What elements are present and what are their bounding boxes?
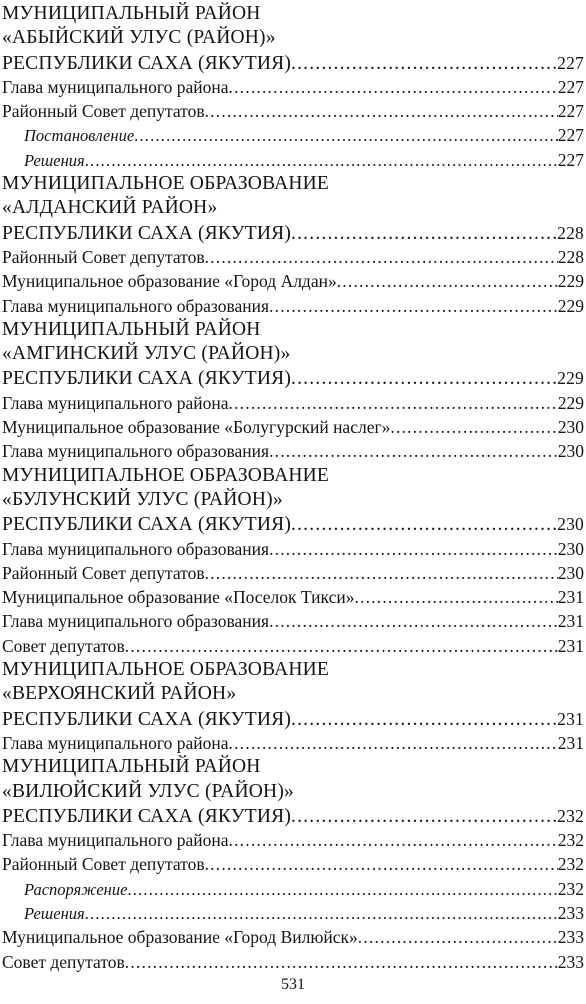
entry-page-number: 232 bbox=[557, 878, 584, 899]
toc-subentry bbox=[2, 123, 584, 147]
toc-entry bbox=[2, 245, 584, 269]
entry-page-number: 231 bbox=[557, 635, 584, 656]
entry-title: РЕСПУБЛИКИ САХА (ЯКУТИЯ) bbox=[2, 368, 292, 390]
dot-leader bbox=[269, 537, 558, 561]
dot-leader bbox=[134, 124, 558, 147]
dot-leader bbox=[229, 828, 558, 852]
toc-subentry bbox=[2, 877, 584, 901]
entry-title: Муниципальное образование «Город Алдан» bbox=[2, 271, 337, 292]
entry-title: Муниципальное образование «Город Вилюйск» bbox=[2, 927, 358, 948]
entry-title: Глава муниципального образования bbox=[2, 611, 270, 632]
entry-title: Муниципальное образование «Болугурский наслег» bbox=[2, 417, 391, 438]
toc-entry bbox=[2, 585, 584, 609]
entry-title: Районный Совет депутатов bbox=[2, 854, 205, 875]
entry-page-number: 231 bbox=[557, 708, 584, 729]
entry-title: Глава муниципального образования bbox=[2, 295, 270, 316]
dot-leader bbox=[337, 269, 558, 293]
entry-title: Районный Совет депутатов bbox=[2, 246, 205, 267]
toc-entry bbox=[2, 75, 584, 99]
page-number: 531 bbox=[281, 976, 305, 993]
entry-page-number: 230 bbox=[557, 417, 584, 438]
dot-leader bbox=[269, 294, 558, 318]
dot-leader bbox=[291, 805, 557, 828]
section-heading: «ВЕРХОЯНСКИЙ РАЙОН» bbox=[2, 683, 237, 705]
entry-title: Глава муниципального района bbox=[2, 732, 229, 753]
section-heading: «АБЫЙСКИЙ УЛУС (РАЙОН)» bbox=[2, 27, 276, 49]
dot-leader bbox=[291, 513, 557, 536]
dot-leader bbox=[291, 222, 557, 245]
entry-page-number: 231 bbox=[557, 732, 584, 753]
section-heading: «БУЛУНСКИЙ УЛУС (РАЙОН)» bbox=[2, 488, 283, 510]
entry-page-number: 232 bbox=[557, 830, 584, 851]
entry-page-number: 227 bbox=[557, 149, 584, 170]
toc-entry bbox=[2, 950, 584, 974]
entry-page-number: 230 bbox=[557, 562, 584, 583]
section-heading-entry bbox=[2, 221, 584, 245]
dot-leader bbox=[205, 245, 558, 269]
entry-title: Глава муниципального района bbox=[2, 392, 229, 413]
entry-title: РЕСПУБЛИКИ САХА (ЯКУТИЯ) bbox=[2, 708, 292, 730]
entry-page-number: 230 bbox=[557, 441, 584, 462]
entry-page-number: 233 bbox=[557, 927, 584, 948]
toc-page bbox=[2, 2, 584, 974]
entry-page-number: 232 bbox=[557, 805, 584, 826]
entry-title: Муниципальное образование «Поселок Тикси» bbox=[2, 587, 355, 608]
section-heading-entry bbox=[2, 707, 584, 731]
entry-page-number: 227 bbox=[557, 125, 584, 146]
entry-title: Глава муниципального образования bbox=[2, 538, 270, 559]
dot-leader bbox=[291, 52, 557, 75]
entry-title: Районный Совет депутатов bbox=[2, 101, 205, 122]
dot-leader bbox=[127, 878, 557, 901]
entry-title: Совет депутатов bbox=[2, 951, 125, 972]
entry-page-number: 229 bbox=[557, 368, 584, 389]
table-of-contents bbox=[2, 2, 584, 974]
entry-title: РЕСПУБЛИКИ САХА (ЯКУТИЯ) bbox=[2, 52, 292, 74]
dot-leader bbox=[85, 902, 558, 925]
toc-entry bbox=[2, 731, 584, 755]
entry-title: Глава муниципального образования bbox=[2, 441, 270, 462]
entry-title: Районный Совет депутатов bbox=[2, 562, 205, 583]
dot-leader bbox=[229, 391, 558, 415]
section-heading-entry bbox=[2, 512, 584, 536]
toc-entry bbox=[2, 439, 584, 463]
section-heading: МУНИЦИПАЛЬНОЕ ОБРАЗОВАНИЕ bbox=[2, 173, 330, 195]
entry-title: Глава муниципального района bbox=[2, 76, 229, 97]
entry-title: Решения bbox=[24, 903, 85, 923]
section-heading-entry bbox=[2, 366, 584, 390]
toc-entry bbox=[2, 852, 584, 876]
entry-page-number: 230 bbox=[557, 538, 584, 559]
dot-leader bbox=[269, 439, 558, 463]
toc-entry bbox=[2, 391, 584, 415]
dot-leader bbox=[205, 99, 558, 123]
toc-subentry bbox=[2, 148, 584, 172]
toc-entry bbox=[2, 294, 584, 318]
section-heading: МУНИЦИПАЛЬНОЕ ОБРАЗОВАНИЕ bbox=[2, 659, 330, 681]
entry-page-number: 229 bbox=[557, 295, 584, 316]
toc-entry bbox=[2, 925, 584, 949]
entry-title: РЕСПУБЛИКИ САХА (ЯКУТИЯ) bbox=[2, 222, 292, 244]
dot-leader bbox=[291, 708, 557, 731]
entry-page-number: 228 bbox=[557, 246, 584, 267]
section-heading: «АЛДАНСКИЙ РАЙОН» bbox=[2, 197, 218, 219]
entry-page-number: 227 bbox=[557, 76, 584, 97]
toc-entry bbox=[2, 609, 584, 633]
toc-entry bbox=[2, 269, 584, 293]
section-heading: МУНИЦИПАЛЬНЫЙ РАЙОН bbox=[2, 756, 261, 778]
dot-leader bbox=[269, 609, 558, 633]
dot-leader bbox=[354, 585, 557, 609]
section-heading: МУНИЦИПАЛЬНОЕ ОБРАЗОВАНИЕ bbox=[2, 464, 330, 486]
toc-subentry bbox=[2, 901, 584, 925]
entry-title: РЕСПУБЛИКИ САХА (ЯКУТИЯ) bbox=[2, 805, 292, 827]
entry-page-number: 227 bbox=[557, 101, 584, 122]
toc-entry bbox=[2, 537, 584, 561]
dot-leader bbox=[229, 731, 558, 755]
entry-page-number: 229 bbox=[557, 392, 584, 413]
dot-leader bbox=[229, 75, 558, 99]
entry-page-number: 227 bbox=[557, 52, 584, 73]
entry-page-number: 233 bbox=[557, 951, 584, 972]
section-heading-entry bbox=[2, 51, 584, 75]
toc-entry bbox=[2, 99, 584, 123]
dot-leader bbox=[291, 367, 557, 390]
section-heading: МУНИЦИПАЛЬНЫЙ РАЙОН bbox=[2, 3, 261, 24]
section-heading: «ВИЛЮЙСКИЙ УЛУС (РАЙОН)» bbox=[2, 780, 294, 802]
dot-leader bbox=[358, 925, 558, 949]
entry-title: Глава муниципального района bbox=[2, 830, 229, 851]
entry-page-number: 231 bbox=[557, 611, 584, 632]
dot-leader bbox=[205, 852, 558, 876]
entry-page-number: 231 bbox=[557, 587, 584, 608]
entry-title: Совет депутатов bbox=[2, 635, 125, 656]
entry-title: РЕСПУБЛИКИ САХА (ЯКУТИЯ) bbox=[2, 514, 292, 536]
section-heading: «АМГИНСКИЙ УЛУС (РАЙОН)» bbox=[2, 343, 291, 365]
entry-page-number: 229 bbox=[557, 271, 584, 292]
entry-page-number: 233 bbox=[557, 902, 584, 923]
entry-title: Решения bbox=[24, 150, 85, 170]
dot-leader bbox=[85, 149, 558, 172]
entry-page-number: 232 bbox=[557, 854, 584, 875]
dot-leader bbox=[125, 950, 558, 974]
entry-title: Распоряжение bbox=[24, 879, 128, 899]
entry-page-number: 230 bbox=[557, 514, 584, 535]
entry-title: Постановление bbox=[24, 126, 135, 146]
toc-entry bbox=[2, 561, 584, 585]
entry-page-number: 228 bbox=[557, 222, 584, 243]
toc-entry bbox=[2, 415, 584, 439]
section-heading: МУНИЦИПАЛЬНЫЙ РАЙОН bbox=[2, 318, 261, 340]
dot-leader bbox=[205, 561, 558, 585]
toc-entry bbox=[2, 634, 584, 658]
toc-entry bbox=[2, 828, 584, 852]
dot-leader bbox=[125, 634, 558, 658]
section-heading-entry bbox=[2, 804, 584, 828]
dot-leader bbox=[390, 415, 557, 439]
